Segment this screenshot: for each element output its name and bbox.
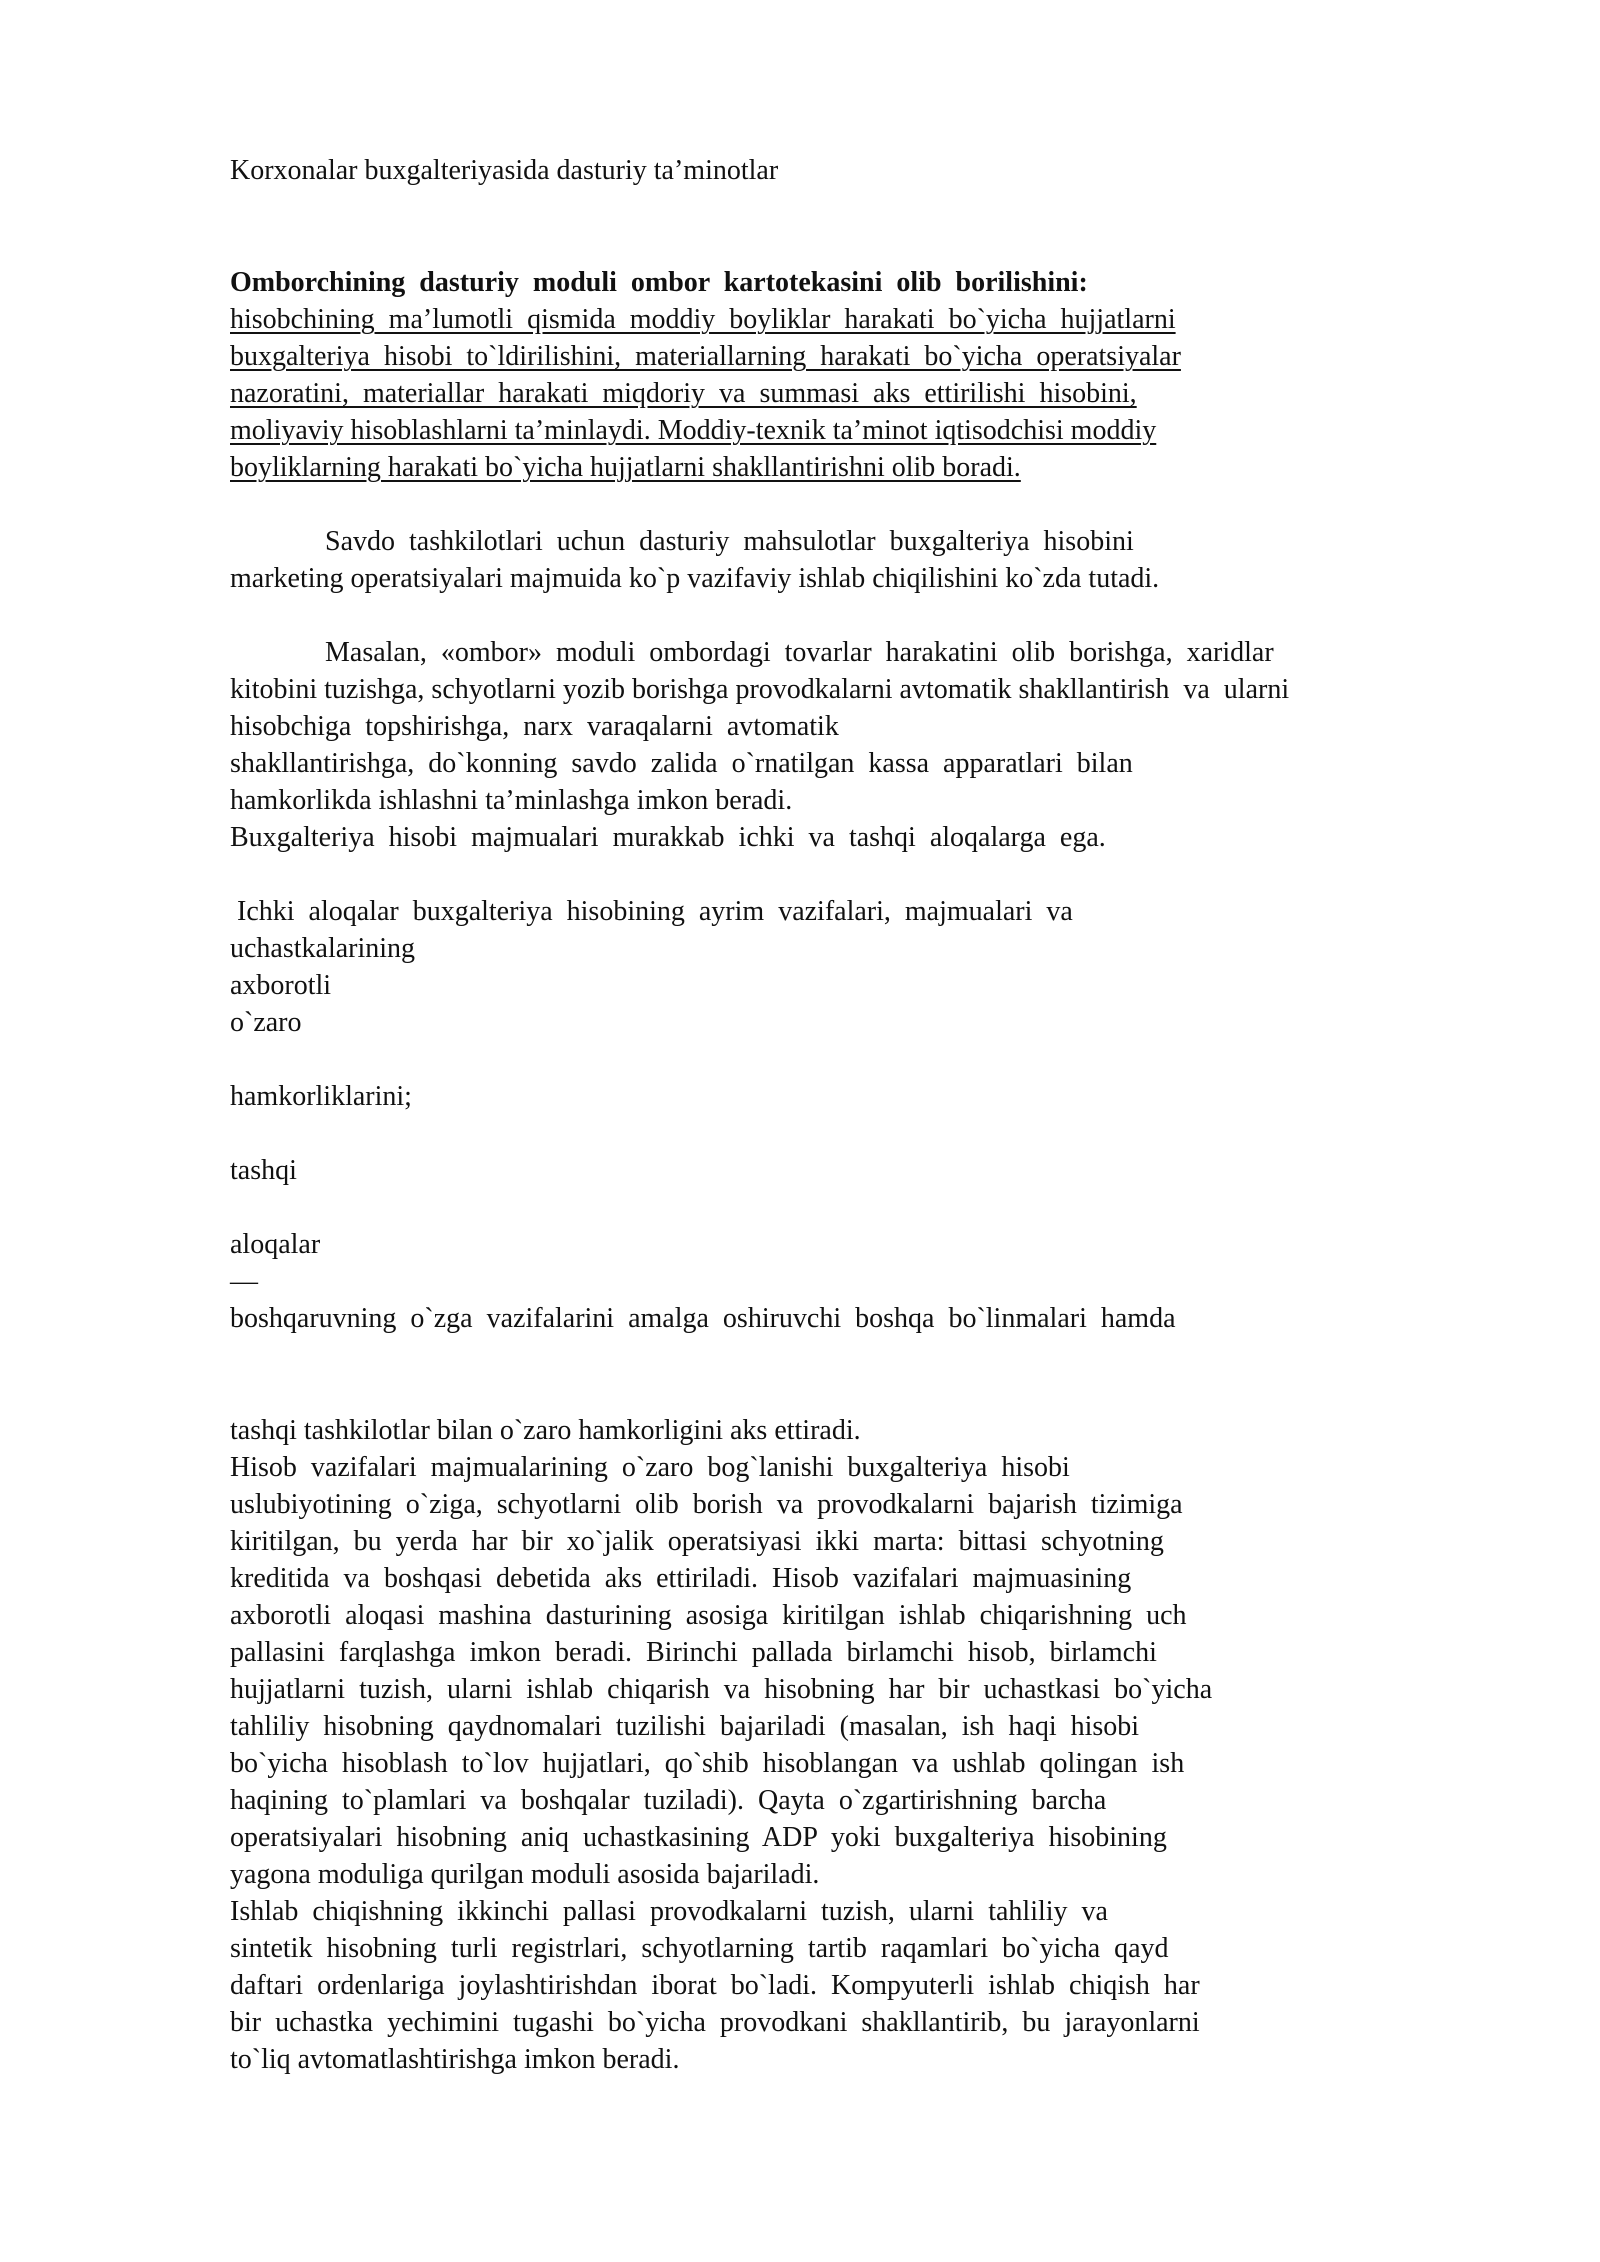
- text-line: hamkorlikda ishlashni ta’minlashga imkon beradi.: [230, 785, 793, 816]
- text-line: sintetik hisobning turli registrlari, schyotlarning tartib raqamlari bo`yicha qayd: [230, 1933, 1169, 1964]
- text-line: axborotli aloqasi mashina dasturining asosiga kiritilgan ishlab chiqarishning uch: [230, 1600, 1187, 1631]
- text-line: boshqaruvning o`zga vazifalarini amalga oshiruvchi boshqa bo`linmalari hamda: [230, 1303, 1176, 1334]
- text-line: shakllantirishga, do`konning savdo zalida o`rnatilgan kassa apparatlari bilan: [230, 748, 1133, 779]
- text-line: boyliklarning harakati bo`yicha hujjatlarni shakllantirishni olib boradi.: [230, 452, 1021, 483]
- text-line: moliyaviy hisoblashlarni ta’minlaydi. Moddiy-texnik ta’minot iqtisodchisi moddiy: [230, 415, 1157, 446]
- text-line: operatsiyalari hisobning aniq uchastkasining ADP yoki buxgalteriya hisobining: [230, 1822, 1167, 1853]
- text-line: Ishlab chiqishning ikkinchi pallasi provodkalarni tuzish, ularni tahliliy va: [230, 1896, 1108, 1927]
- text-line: Hisob vazifalari majmualarining o`zaro bog`lanishi buxgalteriya hisobi: [230, 1452, 1070, 1483]
- text-line: kitobini tuzishga, schyotlarni yozib borishga provodkalarni avtomatik shakllantirish va ularni: [230, 674, 1290, 705]
- text-line: hisobchiga topshirishga, narx varaqalarni avtomatik: [230, 711, 839, 742]
- text-line: haqining to`plamlari va boshqalar tuziladi). Qayta o`zgartirishning barcha: [230, 1785, 1107, 1816]
- text-line: uchastkalarining: [230, 933, 416, 964]
- text-line: Savdo tashkilotlari uchun dasturiy mahsulotlar buxgalteriya hisobini: [325, 526, 1134, 557]
- text-line: tahliliy hisobning qaydnomalari tuzilishi bajariladi (masalan, ish haqi hisobi: [230, 1711, 1140, 1742]
- text-line: kiritilgan, bu yerda har bir xo`jalik operatsiyasi ikki marta: bittasi schyotning: [230, 1526, 1164, 1557]
- text-line: Masalan, «ombor» moduli ombordagi tovarlar harakatini olib borishga, xaridlar: [325, 637, 1274, 668]
- text-line: marketing operatsiyalari majmuida ko`p vazifaviy ishlab chiqilishini ko`zda tutadi.: [230, 563, 1160, 594]
- text-line: daftari ordenlariga joylashtirishdan iborat bo`ladi. Kompyuterli ishlab chiqish har: [230, 1970, 1200, 2001]
- text-line: axborotli: [230, 970, 332, 1001]
- text-line: hisobchining ma’lumotli qismida moddiy boyliklar harakati bo`yicha hujjatlarni: [230, 304, 1176, 335]
- text-line: buxgalteriya hisobi to`ldirilishini, materiallarning harakati bo`yicha operatsiyalar: [230, 341, 1181, 372]
- text-line: to`liq avtomatlashtirishga imkon beradi.: [230, 2044, 680, 2075]
- text-line: Omborchining dasturiy moduli ombor kartotekasini olib borilishini:: [230, 267, 1088, 298]
- text-line: o`zaro: [230, 1007, 302, 1038]
- text-line: uslubiyotining o`ziga, schyotlarni olib borish va provodkalarni bajarish tizimiga: [230, 1489, 1183, 1520]
- text-line: yagona moduliga qurilgan moduli asosida bajariladi.: [230, 1859, 820, 1890]
- text-line: aloqalar: [230, 1229, 321, 1260]
- text-line: Ichki aloqalar buxgalteriya hisobining ayrim vazifalari, majmualari va: [230, 896, 1073, 927]
- text-line: hamkorliklarini;: [230, 1081, 412, 1112]
- text-line: tashqi: [230, 1155, 297, 1186]
- text-line: pallasini farqlashga imkon beradi. Birinchi pallada birlamchi hisob, birlamchi: [230, 1637, 1157, 1668]
- text-line: bir uchastka yechimini tugashi bo`yicha provodkani shakllantirib, bu jarayonlarni: [230, 2007, 1200, 2038]
- text-line: bo`yicha hisoblash to`lov hujjatlari, qo`shib hisoblangan va ushlab qolingan ish: [230, 1748, 1185, 1779]
- document-title: Korxonalar buxgalteriyasida dasturiy ta’minotlar: [230, 155, 779, 186]
- em-dash: —: [230, 1266, 258, 1297]
- text-line: tashqi tashkilotlar bilan o`zaro hamkorligini aks ettiradi.: [230, 1415, 861, 1446]
- text-line: Buxgalteriya hisobi majmualari murakkab ichki va tashqi aloqalarga ega.: [230, 822, 1106, 853]
- text-line: kreditida va boshqasi debetida aks ettiriladi. Hisob vazifalari majmuasining: [230, 1563, 1132, 1594]
- text-line: hujjatlarni tuzish, ularni ishlab chiqarish va hisobning har bir uchastkasi bo`yicha: [230, 1674, 1213, 1705]
- text-line: nazoratini, materiallar harakati miqdoriy va summasi aks ettirilishi hisobini,: [230, 378, 1137, 409]
